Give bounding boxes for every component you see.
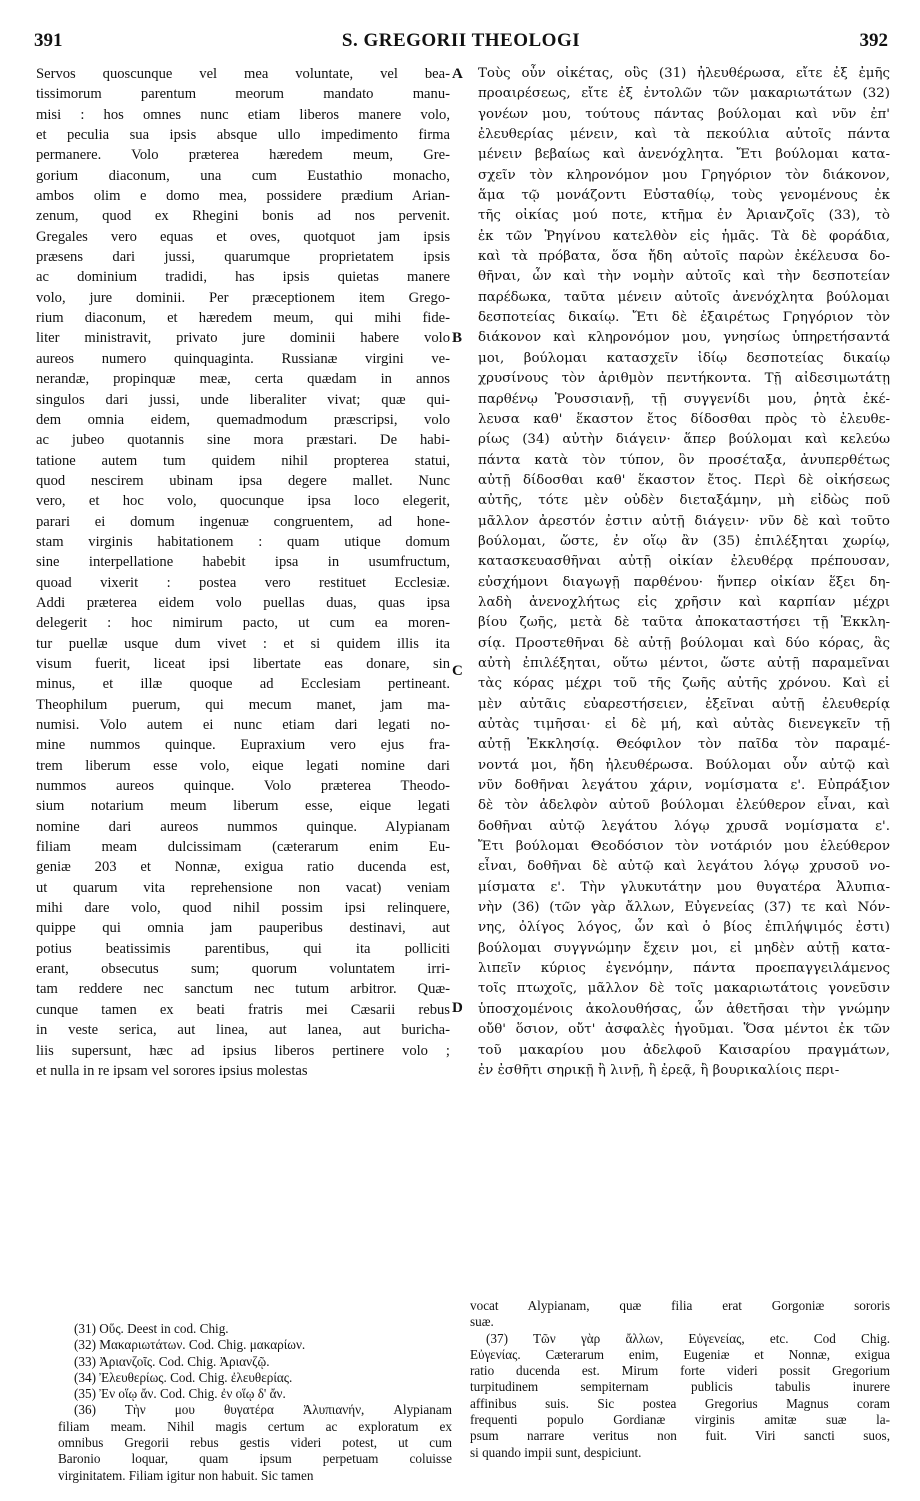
latin-text-line: zenum, quod ex Rhegini bonis ad nos pervenit. xyxy=(36,208,450,225)
greek-text-line: ρίως (34) αὐτὴν διάγειν· ἅπερ βούλομαι καὶ κελεύω xyxy=(478,432,890,448)
greek-text-line: καὶ τὰ πρόβατα, ὅσα ἤδη αὐτοῖς παρὼν ἐκέλευσα δο- xyxy=(478,249,890,265)
margin-letter-b: B xyxy=(452,330,463,346)
page-number-left: 391 xyxy=(34,30,63,51)
greek-text-line: Τοὺς οὖν οἰκέτας, οὓς (31) ἠλευθέρωσα, εἴτε ἐξ ἐμῆς xyxy=(478,66,890,81)
page-header xyxy=(34,30,888,56)
greek-text-line: παρέδωκα, ταῦτα μένειν αὐτοῖς ἀνενόχλητα βούλομαι xyxy=(478,289,890,305)
greek-text-line: αὐτὰς τιμῆσαι· εἰ δὲ μή, καὶ αὐτὰς διενεγκεῖν τῇ xyxy=(478,717,890,732)
greek-text-line: νὴν (36) (τῶν γὰρ ἄλλων, Εὐγενείας (37) τε καὶ Νόν- xyxy=(478,900,890,916)
greek-text-line: εὐσχήμονι διαγωγῇ παρθένου· ἥνπερ οἰκίαν ἕξει δη- xyxy=(478,574,890,590)
footnote-line: (36) Τὴν μου θυγατέρα Ἀλυπιανήν, Alypianam xyxy=(74,1402,452,1418)
greek-text-line: βούλομαι συγγνώμην ἔχειν μοι, εἰ μηδὲν αὐτῇ κατα- xyxy=(478,940,890,956)
latin-text-line: ambos olim e domo mea, possidere prædium Arian- xyxy=(36,188,450,205)
latin-text-line: Addi præterea eidem volo puellas duas, quas ipsa xyxy=(36,594,450,611)
greek-text-line: γονέων μου, τούτους πάντας βούλομαι καὶ νῦν ἐπ' xyxy=(478,106,890,122)
greek-text-line: νοντά μοι, ἤδη ἠλευθέρωσα. Βούλομαι οὖν αὐτῷ καὶ xyxy=(478,757,890,773)
greek-text-line: μίσματα ε'. Τὴν γλυκυτάτην μου θυγατέρα Ἀλυπια- xyxy=(478,879,890,895)
greek-text-line: θῆναι, ὧν καὶ τὴν νομὴν αὐτοῖς καὶ τὴν δεσποτείαν xyxy=(478,269,890,285)
latin-text-line: nummos aureos quinque. Volo præterea Theodo- xyxy=(36,778,450,795)
margin-letter-d: D xyxy=(452,1000,463,1016)
greek-text-line: αὐτὴ ἐπιλέξηται, οὕτω μέντοι, ὥστε αὐτῇ παραμεῖναι xyxy=(478,655,890,671)
latin-text-line: stam virginis habitationem : quam utique domum xyxy=(36,533,450,550)
latin-text-line: liis supersunt, hæc ad ipsius liberos pertinere volo ; xyxy=(36,1042,450,1059)
latin-text-line: sine interpellatione habebit ipsa in usumfructum, xyxy=(36,554,450,571)
greek-text-line: οὔθ' ὅσιον, οὔτ' ἀσφαλὲς ἡγοῦμαι. Ὅσα μέντοι ἐκ τῶν xyxy=(478,1022,890,1038)
greek-text-line: αὐτῇ Ἐκκλησίᾳ. Θεόφιλον τὸν παῖδα τὸν παραμέ- xyxy=(478,737,890,753)
greek-text-line: ἅμα τῷ μονάζοντι Εὐσταθίῳ, τοὺς γενομένους ἐκ xyxy=(478,188,890,204)
latin-text-line: ut quarum vita reprehensione non vacat) veniam xyxy=(36,879,450,896)
greek-text-line: χρυσίνους τὸν ἀριθμὸν πεντήκοντα. Τῇ αἰδεσιμωτάτῃ xyxy=(478,371,890,387)
greek-text-line: ἐκ τῶν Ῥηγίνου κατελθὸν εἰς ἡμᾶς. Τὰ δὲ φοράδια, xyxy=(478,228,890,244)
footnote-line: (35) Ἐν οἵῳ ἄν. Cod. Chig. ἐν οἵῳ δ' ἄν. xyxy=(74,1386,286,1402)
greek-text-line: λιπεῖν κύριος ἐγενόμην, πάντα προεπαγγειλάμενος xyxy=(478,961,890,977)
footnote-line: Baronio loquar, quam ipsum perpetuam coluisse xyxy=(58,1451,452,1467)
footnote-line: affinibus suis. Sic postea Gregorius Magnus coram xyxy=(470,1395,890,1411)
latin-text-line: misi : hos omnes nunc etiam liberos manere volo, xyxy=(36,106,450,123)
latin-text-line: geniæ 203 et Nonnæ, exigua ratio ducenda est, xyxy=(36,859,450,876)
latin-text-line: volo, jure dominii. Per præceptionem item Grego- xyxy=(36,289,450,306)
greek-text-line: βίου ζωῆς, μετὰ δὲ ταῦτα ἀποκαταστήσει τῇ Ἐκκλη- xyxy=(478,615,890,631)
greek-text-line: τὰς κόρας μέχρι τοῦ τῆς ζωῆς αὐτῆς χρόνου. Καὶ εἰ xyxy=(478,676,890,692)
latin-text-line: et peculia sua ipsis absque ullo impedimento firma xyxy=(36,127,450,144)
greek-text-line: εἶναι, δοθῆναι δὲ αὐτῷ καὶ λεγάτου λόγῳ χρυσοῦ νο- xyxy=(478,859,890,875)
footnote-line: si quando impii sunt, despiciunt. xyxy=(470,1444,642,1460)
greek-text-line: κατασκευασθῆναι αὐτῇ οἰκίαν ἐλευθέρᾳ πρέπουσαν, xyxy=(478,554,890,570)
footnote-line: virginitatem. Filiam igitur non habuit. Sic tamen xyxy=(58,1467,314,1483)
footnote-line: (34) Ἐλευθερίως. Cod. Chig. ἐλευθερίας. xyxy=(74,1369,293,1385)
latin-column xyxy=(36,64,450,1081)
greek-text-line: ἐν ἐσθῆτι σηρικῇ ἢ λινῇ, ἢ ἐρεᾷ, ἢ βουρικαλίοις περι- xyxy=(478,1062,840,1078)
latin-text-line: et nulla in re ipsam vel sorores ipsius molestas xyxy=(36,1062,308,1079)
footnote-line: filiam meam. Nihil magis certum ac exploratum ex xyxy=(58,1418,452,1434)
footnote-line: turpitudinem sempiternam publicis tabulis inurere xyxy=(470,1379,890,1395)
latin-text-line: erant, obsecutus sum; quorum voluntatem irri- xyxy=(36,961,450,978)
greek-text-line: βούλομαι, ὥστε, ἐν οἵῳ ἂν (35) ἐπιλέξηται χωρίῳ, xyxy=(478,533,890,549)
footnote-line: suæ. xyxy=(470,1314,494,1330)
greek-text-line: δὲ τὸν ἀδελφὸν αὐτοῦ βούλομαι ἐλεύθερον εἶναι, καὶ xyxy=(478,798,890,814)
latin-text-line: vero, et hoc volo, quocunque ipsa loco elegerit, xyxy=(36,493,450,510)
latin-text-line: Gregales vero equas et oves, quotquot jam ipsis xyxy=(36,228,450,245)
latin-text-line: mine nummos quinque. Eupraxium vero ejus fra- xyxy=(36,737,450,754)
greek-text-line: παρθένῳ Ῥουσσιανῇ, τῇ συγγενίδι μου, ῥητὰ ἐκέ- xyxy=(478,391,890,407)
latin-text-line: tam reddere nec sanctum nec tutum arbitror. Quæ- xyxy=(36,981,450,998)
greek-column xyxy=(478,64,890,1081)
footnote-line: ratio ducenda est. Mirum forte videri possit Gregorium xyxy=(470,1363,890,1379)
latin-text-line: cunque tamen ex beati fratris mei Cæsarii rebus xyxy=(36,1001,450,1018)
greek-text-line: λευσα καθ' ἕκαστον ἔτος δίδοσθαι πρὸς τὸ ἐλευθε- xyxy=(478,411,890,427)
latin-text-line: gorium diaconum, una cum Eustathio monacho, xyxy=(36,167,450,184)
greek-text-line: διάκονον καὶ κληρονόμον μου, γνησίως ὑπηρετήσαντά xyxy=(478,330,890,346)
latin-text-line: tissimorum parentum meorum mandato manu- xyxy=(36,86,450,103)
latin-text-line: ac jubeo quotannis sine mora præstari. De habi- xyxy=(36,432,450,449)
footnote-line: (37) Τῶν γὰρ ἄλλων, Εὐγενείας, etc. Cod Chig. xyxy=(486,1330,890,1346)
greek-text-line: τῆς οἰκίας μού ποτε, κτῆμα ἐν Ἀριανζοῖς (33), τὸ xyxy=(478,208,890,224)
greek-text-line: μᾶλλον ἀρεστόν ἐστιν αὐτῇ διάγειν· νῦν δὲ καὶ τοῦτο xyxy=(478,513,890,529)
latin-text-line: quippe qui omnia jam pauperibus destinavi, aut xyxy=(36,920,450,937)
latin-text-line: filiam meam dulcissimam (cæterarum enim Eu- xyxy=(36,839,450,856)
latin-text-line: visum fuerit, liceat ipsi libertate eas donare, sin xyxy=(36,655,450,672)
latin-text-line: quod nescirem ubinam ipsa degere mallet. Nunc xyxy=(36,472,450,489)
margin-letter-c: C xyxy=(452,663,463,679)
greek-text-line: μένειν βεβαίως καὶ ἀνενόχλητα. Ἔτι βούλομαι κατα- xyxy=(478,147,890,163)
greek-text-line: μὲν αὐτᾶις εὐαρεστήσειεν, ἐξεῖναι αὐτῇ ἐλευθερίᾳ xyxy=(478,696,890,712)
footnote-line: vocat Alypianam, quæ filia erat Gorgoniæ sororis xyxy=(470,1298,890,1313)
footnote-line: frequenti populo Gordianæ virginis amitæ suæ la- xyxy=(470,1412,890,1428)
footnote-line: Εὐγενίας. Cæterarum enim, Eugeniæ et Nonnæ, exigua xyxy=(470,1346,890,1362)
latin-text-line: tur puellæ usque dum vivet : et si quidem illis ita xyxy=(36,635,450,652)
greek-text-line: νης, ὀλίγος λόγος, ὧν καὶ ὁ βίος ἐπιλήψιμός ἐστι) xyxy=(478,920,890,936)
latin-text-line: nomine dari aureos nummos quinque. Alypianam xyxy=(36,818,450,835)
greek-text-line: μοι, βούλομαι κατασχεῖν ἰδίῳ δεσποτείας δικαίῳ xyxy=(478,350,890,366)
page-number-right: 392 xyxy=(859,30,888,51)
latin-text-line: quoad vixerit : postea vero restituet Ecclesiæ. xyxy=(36,574,450,591)
latin-text-line: nerandæ, propinquæ meæ, certa quædam in annos xyxy=(36,371,450,388)
latin-text-line: permanere. Volo præterea hæredem meum, Gre- xyxy=(36,147,450,164)
footnote-line: (31) Οὕς. Deest in cod. Chig. xyxy=(74,1321,229,1336)
greek-text-line: σχεῖν τὸν κληρονόμον μου Γρηγόριον τὸν διάκονον, xyxy=(478,167,890,183)
greek-text-line: δοθῆναι αὐτῷ λεγάτου λόγῳ χρυσᾶ νομίσματα ε'. xyxy=(478,818,890,834)
latin-text-line: rium diaconum, et hæredem meum, qui mihi fide- xyxy=(36,310,450,327)
greek-text-line: νῦν δοθῆναι λεγάτου χάριν, νομίσματα ε'. Εὐπράξιον xyxy=(478,778,890,794)
footnotes-left xyxy=(58,1321,452,1484)
latin-text-line: potius beatissimis parentibus, qui ita polliciti xyxy=(36,940,450,957)
latin-text-line: præsens dari jussi, quarumque proprietatem ipsis xyxy=(36,249,450,266)
greek-text-line: σίᾳ. Προστεθῆναι δὲ αὐτῇ βούλομαι καὶ δύο κόρας, ἃς xyxy=(478,635,890,651)
greek-text-line: δεσποτείας δικαίῳ. Ἔτι δὲ ἐξαιρέτως Γρηγόριον τὸν xyxy=(478,310,890,326)
latin-text-line: sium notarium meum liberum esse, eique legati xyxy=(36,798,450,815)
greek-text-line: ἐλευθερίας μένειν, καὶ τὰ πεκούλια αὐτοῖς πάντα xyxy=(478,127,890,143)
greek-text-line: Ἔτι βούλομαι Θεοδόσιον τὸν νοτάριόν μου ἐλεύθερον xyxy=(478,839,890,855)
latin-text-line: in veste serica, aut linea, aut lanea, aut buricha- xyxy=(36,1022,450,1039)
latin-text-line: singulos dari jussi, unde liberaliter vivat; quæ qui- xyxy=(36,391,450,408)
latin-text-line: dem omnia eidem, quemadmodum præscripsi, volo xyxy=(36,411,450,428)
footnote-line: psum narrare veritus non fuit. Viri sancti suos, xyxy=(470,1428,890,1444)
latin-text-line: parari ei domum ingenuæ congruentem, ad hone- xyxy=(36,513,450,530)
footnote-line: omnibus Gregorii rebus gestis videri potest, ut cum xyxy=(58,1435,452,1451)
latin-text-line: numisi. Volo autem ei nunc etiam dari legati no- xyxy=(36,717,450,733)
latin-text-line: Theophilum puerum, qui mecum manet, jam ma- xyxy=(36,696,450,713)
greek-text-line: προαιρέσεως, εἴτε ἐξ ἐντολῶν τῶν μακαριωτάτων (32) xyxy=(478,86,890,102)
greek-text-line: τοῦ μακαρίου μου ἀδελφοῦ Καισαρίου πραγμάτων, xyxy=(478,1042,890,1058)
footnote-line: (32) Μακαριωτάτων. Cod. Chig. μακαρίων. xyxy=(74,1337,306,1353)
greek-text-line: αὐτῇ δίδοσθαι καθ' ἕκαστον ἔτος. Περὶ δὲ οἰκήσεως xyxy=(478,472,890,488)
running-title: S. GREGORII THEOLOGI xyxy=(341,30,581,51)
latin-text-line: Servos quoscunque vel mea voluntate, vel bea- xyxy=(36,66,450,82)
greek-text-line: λαδὴ ἀνενοχλήτως εἰς χρῆσιν καὶ καρπίαν μέχρι xyxy=(478,594,890,610)
latin-text-line: delegerit : hoc nimirum pacto, ut cum ea moren- xyxy=(36,615,450,632)
footnotes-right xyxy=(470,1298,890,1461)
margin-letter-a: A xyxy=(452,66,463,82)
footnote-line: (33) Ἀριανζοῖς. Cod. Chig. Ἀριανζῷ. xyxy=(74,1353,270,1369)
greek-text-line: τοῖς πτωχοῖς, μᾶλλον δὲ τοῖς μακαριωτάτοις γονεῦσιν xyxy=(478,981,890,997)
latin-text-line: mihi dare volo, quod nihil possim ipsi relinquere, xyxy=(36,900,450,917)
greek-text-line: αὐτῆς, τότε μὲν οὐδὲν διεταξάμην, μὴ εἰδὼς ποῦ xyxy=(478,493,890,509)
latin-text-line: ac dominium tradidi, has ipsis quietas manere xyxy=(36,269,450,286)
greek-text-line: ὑποσχομένοις ἀκολουθήσας, ὧν ἀθετῆσαι τὴν γνώμην xyxy=(478,1001,890,1017)
latin-text-line: aureos numero quinquaginta. Russianæ virgini ve- xyxy=(36,350,450,367)
greek-text-line: πάντα κατὰ τὸν τύπον, ὃν προσέταξα, ἀνυπερθέτως xyxy=(478,452,890,468)
latin-text-line: liter ministravit, privato jure dominii habere volo xyxy=(36,330,450,347)
latin-text-line: tatione autem tum quidem nihil propterea statui, xyxy=(36,452,450,469)
latin-text-line: trem liberum esse volo, eique legati nomine dari xyxy=(36,757,450,774)
latin-text-line: minus, et illæ quoque ad Ecclesiam pertineant. xyxy=(36,676,450,693)
